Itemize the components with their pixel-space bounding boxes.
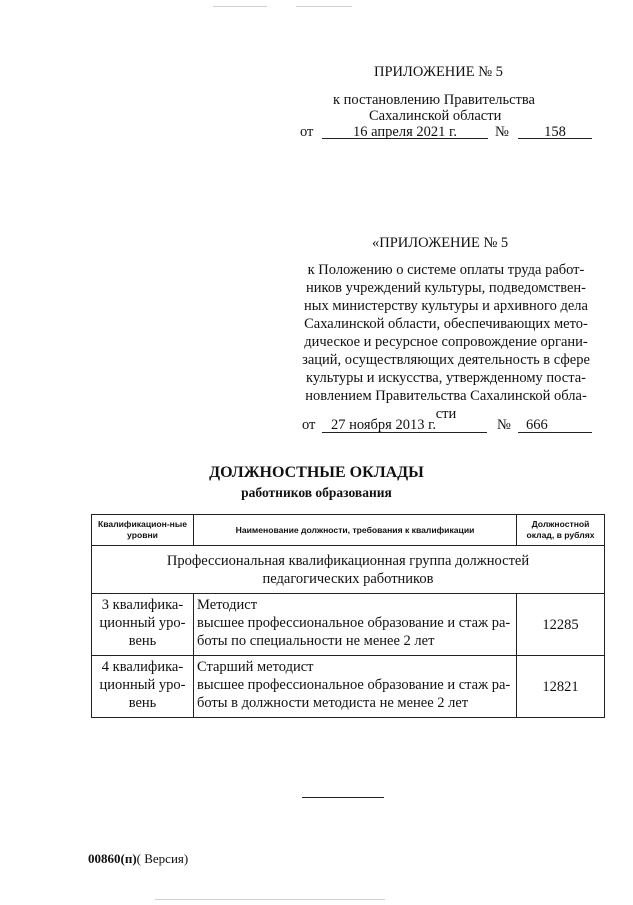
salary-table bbox=[91, 514, 605, 718]
table-header-row bbox=[92, 515, 605, 546]
document-code-suffix: ( Версия) bbox=[136, 851, 189, 866]
position-title: Методист bbox=[197, 597, 258, 613]
group-title-line-1: Профессиональная квалификационная группа должностей bbox=[166, 553, 530, 569]
scan-artifact bbox=[296, 6, 352, 7]
level-line: 4 квалифика- bbox=[101, 659, 184, 675]
position-requirement: высшее профессиональное образование и стаж ра- bbox=[197, 677, 511, 693]
attachment-number: 158 bbox=[544, 124, 566, 140]
row-salary: 12285 bbox=[517, 594, 605, 656]
attachment-line-2: Сахалинской области bbox=[369, 108, 502, 124]
position-title: Старший методист bbox=[197, 659, 314, 675]
attachment-number-label: № bbox=[495, 124, 509, 140]
document-code-number: 00860(п) bbox=[88, 851, 137, 866]
quoted-date: 27 ноября 2013 г. bbox=[331, 417, 437, 433]
attachment-title: ПРИЛОЖЕНИЕ № 5 bbox=[374, 64, 503, 80]
table-row bbox=[92, 594, 605, 656]
closing-rule bbox=[302, 797, 384, 798]
quoted-line: ников учреждений культуры, подведомствен- bbox=[306, 280, 586, 296]
quoted-line: ных министерству культуры и архивного дела bbox=[304, 298, 588, 314]
quoted-attachment-text bbox=[296, 261, 596, 423]
position-requirement: боты по специальности не менее 2 лет bbox=[197, 633, 435, 649]
group-title-line-2: педагогических работников bbox=[262, 571, 434, 587]
page-title: ДОЛЖНОСТНЫЕ ОКЛАДЫ bbox=[209, 464, 424, 481]
page-subtitle: работников образования bbox=[241, 485, 392, 500]
level-line: вень bbox=[128, 695, 157, 711]
row-salary: 12821 bbox=[517, 656, 605, 718]
attachment-from-label: от bbox=[300, 124, 314, 140]
quoted-line: культуры и искусства, утвержденному поста- bbox=[306, 370, 586, 386]
quoted-line: дическое и ресурсное сопровождение органи- bbox=[304, 334, 588, 350]
quoted-from-label: от bbox=[302, 417, 316, 433]
level-line: вень bbox=[128, 633, 157, 649]
row-position bbox=[194, 594, 517, 656]
position-requirement: боты в должности методиста не менее 2 лет bbox=[197, 695, 469, 711]
row-level bbox=[92, 594, 194, 656]
table-row bbox=[92, 656, 605, 718]
header-qualification-levels: Квалификацион-ные уровни bbox=[92, 515, 194, 546]
quoted-line: заций, осуществляющих деятельность в сфере bbox=[302, 352, 590, 368]
quoted-line: сти bbox=[435, 406, 457, 422]
scan-artifact bbox=[155, 899, 385, 900]
level-line: 3 квалифика- bbox=[101, 597, 184, 613]
quoted-number: 666 bbox=[526, 417, 548, 433]
position-requirement: высшее профессиональное образование и стаж ра- bbox=[197, 615, 511, 631]
quoted-line: новлением Правительства Сахалинской обла- bbox=[305, 388, 587, 404]
quoted-line: к Положению о системе оплаты труда работ- bbox=[307, 262, 585, 278]
attachment-line-1: к постановлению Правительства bbox=[333, 92, 535, 108]
level-line: ционный уро- bbox=[99, 615, 186, 631]
group-title bbox=[92, 546, 605, 594]
header-salary: Должностной оклад, в рублях bbox=[517, 515, 605, 546]
attachment-date: 16 апреля 2021 г. bbox=[353, 124, 457, 140]
header-position-requirements: Наименование должности, требования к квалификации bbox=[194, 515, 517, 546]
quoted-number-label: № bbox=[497, 417, 511, 433]
row-position bbox=[194, 656, 517, 718]
level-line: ционный уро- bbox=[99, 677, 186, 693]
scan-artifact bbox=[213, 6, 267, 7]
table-group-row bbox=[92, 546, 605, 594]
quoted-attachment-title: «ПРИЛОЖЕНИЕ № 5 bbox=[372, 235, 509, 251]
quoted-line: Сахалинской области, обеспечивающих мето- bbox=[304, 316, 588, 332]
document-code bbox=[88, 851, 188, 867]
row-level bbox=[92, 656, 194, 718]
